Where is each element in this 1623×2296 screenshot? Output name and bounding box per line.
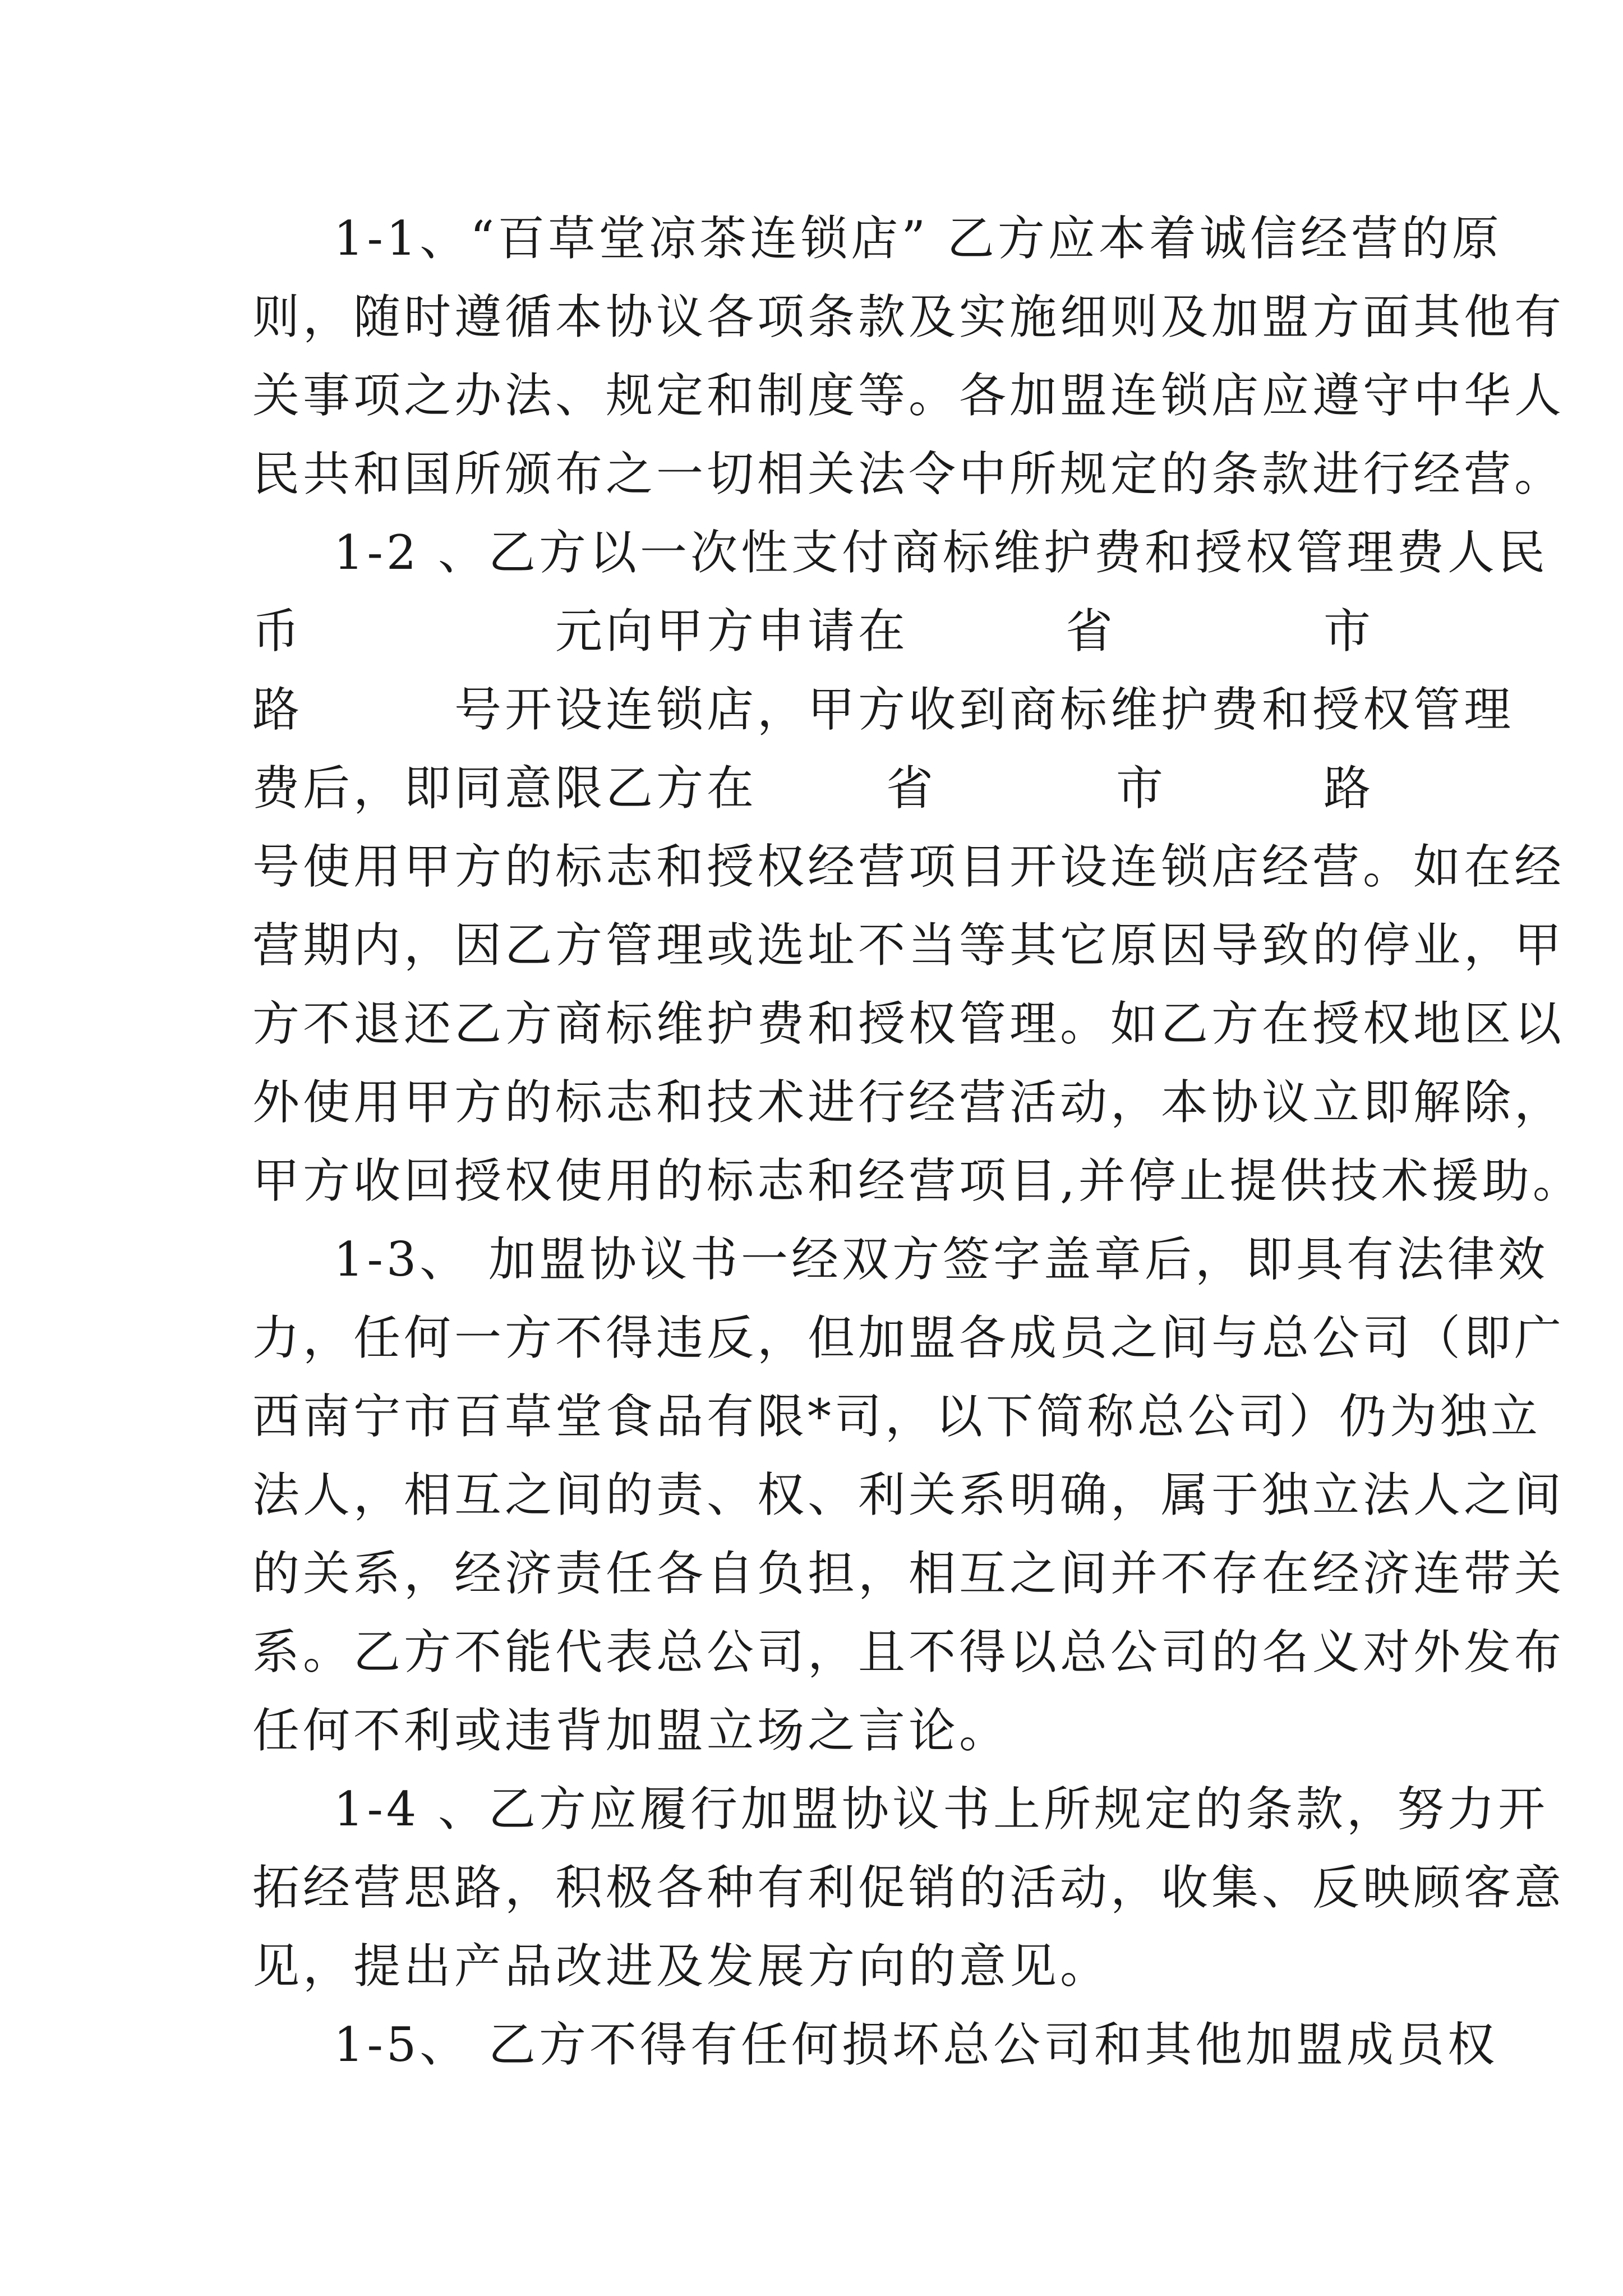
paragraph-1-2-line-8: 外使用甲方的标志和技术进行经营活动，本协议立即解除， <box>252 1075 1565 1130</box>
paragraph-1-4-line-1: 1-4 、乙方应履行加盟协议书上所规定的条款，努力开 <box>334 1782 1548 1837</box>
paragraph-1-3-line-2: 力，任何一方不得违反，但加盟各成员之间与总公司（即广 <box>252 1310 1565 1365</box>
paragraph-1-2-line-6: 营期内，因乙方管理或选址不当等其它原因导致的停业，甲 <box>252 918 1565 973</box>
paragraph-1-2-line-4 <box>252 749 1374 827</box>
province-label-2: 省 <box>886 761 937 816</box>
paragraph-1-4-line-2: 拓经营思路，积极各种有利促销的活动，收集、反映顾客意 <box>252 1860 1565 1915</box>
paragraph-1-1-line-3: 关事项之办法、规定和制度等。各加盟连锁店应遵守中华人 <box>252 368 1565 423</box>
paragraph-1-5-line-1: 1-5、 乙方不得有任何损坏总公司和其他加盟成员权 <box>334 2017 1498 2072</box>
number-text: 号开设连锁店，甲方收到商标维护费和授权管理 <box>454 682 1515 737</box>
paragraph-1-2-line-2 <box>252 592 1374 670</box>
paragraph-1-4-line-3: 见，提出产品改进及发展方向的意见。 <box>252 1939 1111 1994</box>
paragraph-1-3-line-6: 系。乙方不能代表总公司，且不得以总公司的名义对外发布 <box>252 1625 1565 1680</box>
paragraph-1-3-line-5: 的关系，经济责任各自负担，相互之间并不存在经济连带关 <box>252 1546 1565 1601</box>
road-label-2: 路 <box>1323 761 1374 816</box>
province-label: 省 <box>1066 604 1117 659</box>
paragraph-1-2-line-7: 方不退还乙方商标维护费和授权管理。如乙方在授权地区以 <box>252 996 1565 1051</box>
road-label: 路 <box>252 682 303 737</box>
paragraph-1-2-line-9: 甲方收回授权使用的标志和经营项目,并停止提供技术援助。 <box>252 1153 1583 1208</box>
city-label: 市 <box>1323 604 1374 659</box>
currency-label: 币 <box>252 604 303 659</box>
paragraph-1-1-line-4: 民共和国所颁布之一切相关法令中所规定的条款进行经营。 <box>252 447 1565 501</box>
consent-text: 费后，即同意限乙方在 <box>252 761 758 816</box>
paragraph-1-1-line-1: 1-1、“百草堂凉茶连锁店” 乙方应本着诚信经营的原 <box>334 211 1502 266</box>
paragraph-1-3-line-3: 西南宁市百草堂食品有限*司，以下简称总公司）仍为独立 <box>252 1389 1542 1444</box>
city-label-2: 市 <box>1116 761 1167 816</box>
apply-text: 元向甲方申请在 <box>555 604 909 659</box>
paragraph-1-3-line-1: 1-3、 加盟协议书一经双方签字盖章后，即具有法律效 <box>334 1232 1548 1287</box>
paragraph-1-2-line-1: 1-2 、乙方以一次性支付商标维护费和授权管理费人民 <box>334 525 1548 580</box>
paragraph-1-3-line-4: 法人，相互之间的责、权、利关系明确，属于独立法人之间 <box>252 1467 1565 1522</box>
paragraph-1-2-line-5: 号使用甲方的标志和授权经营项目开设连锁店经营。如在经 <box>252 839 1565 894</box>
paragraph-1-1-line-2: 则，随时遵循本协议各项条款及实施细则及加盟方面其他有 <box>252 289 1565 344</box>
paragraph-1-2-line-3 <box>252 670 1515 749</box>
paragraph-1-3-line-7: 任何不利或违背加盟立场之言论。 <box>252 1703 1010 1758</box>
